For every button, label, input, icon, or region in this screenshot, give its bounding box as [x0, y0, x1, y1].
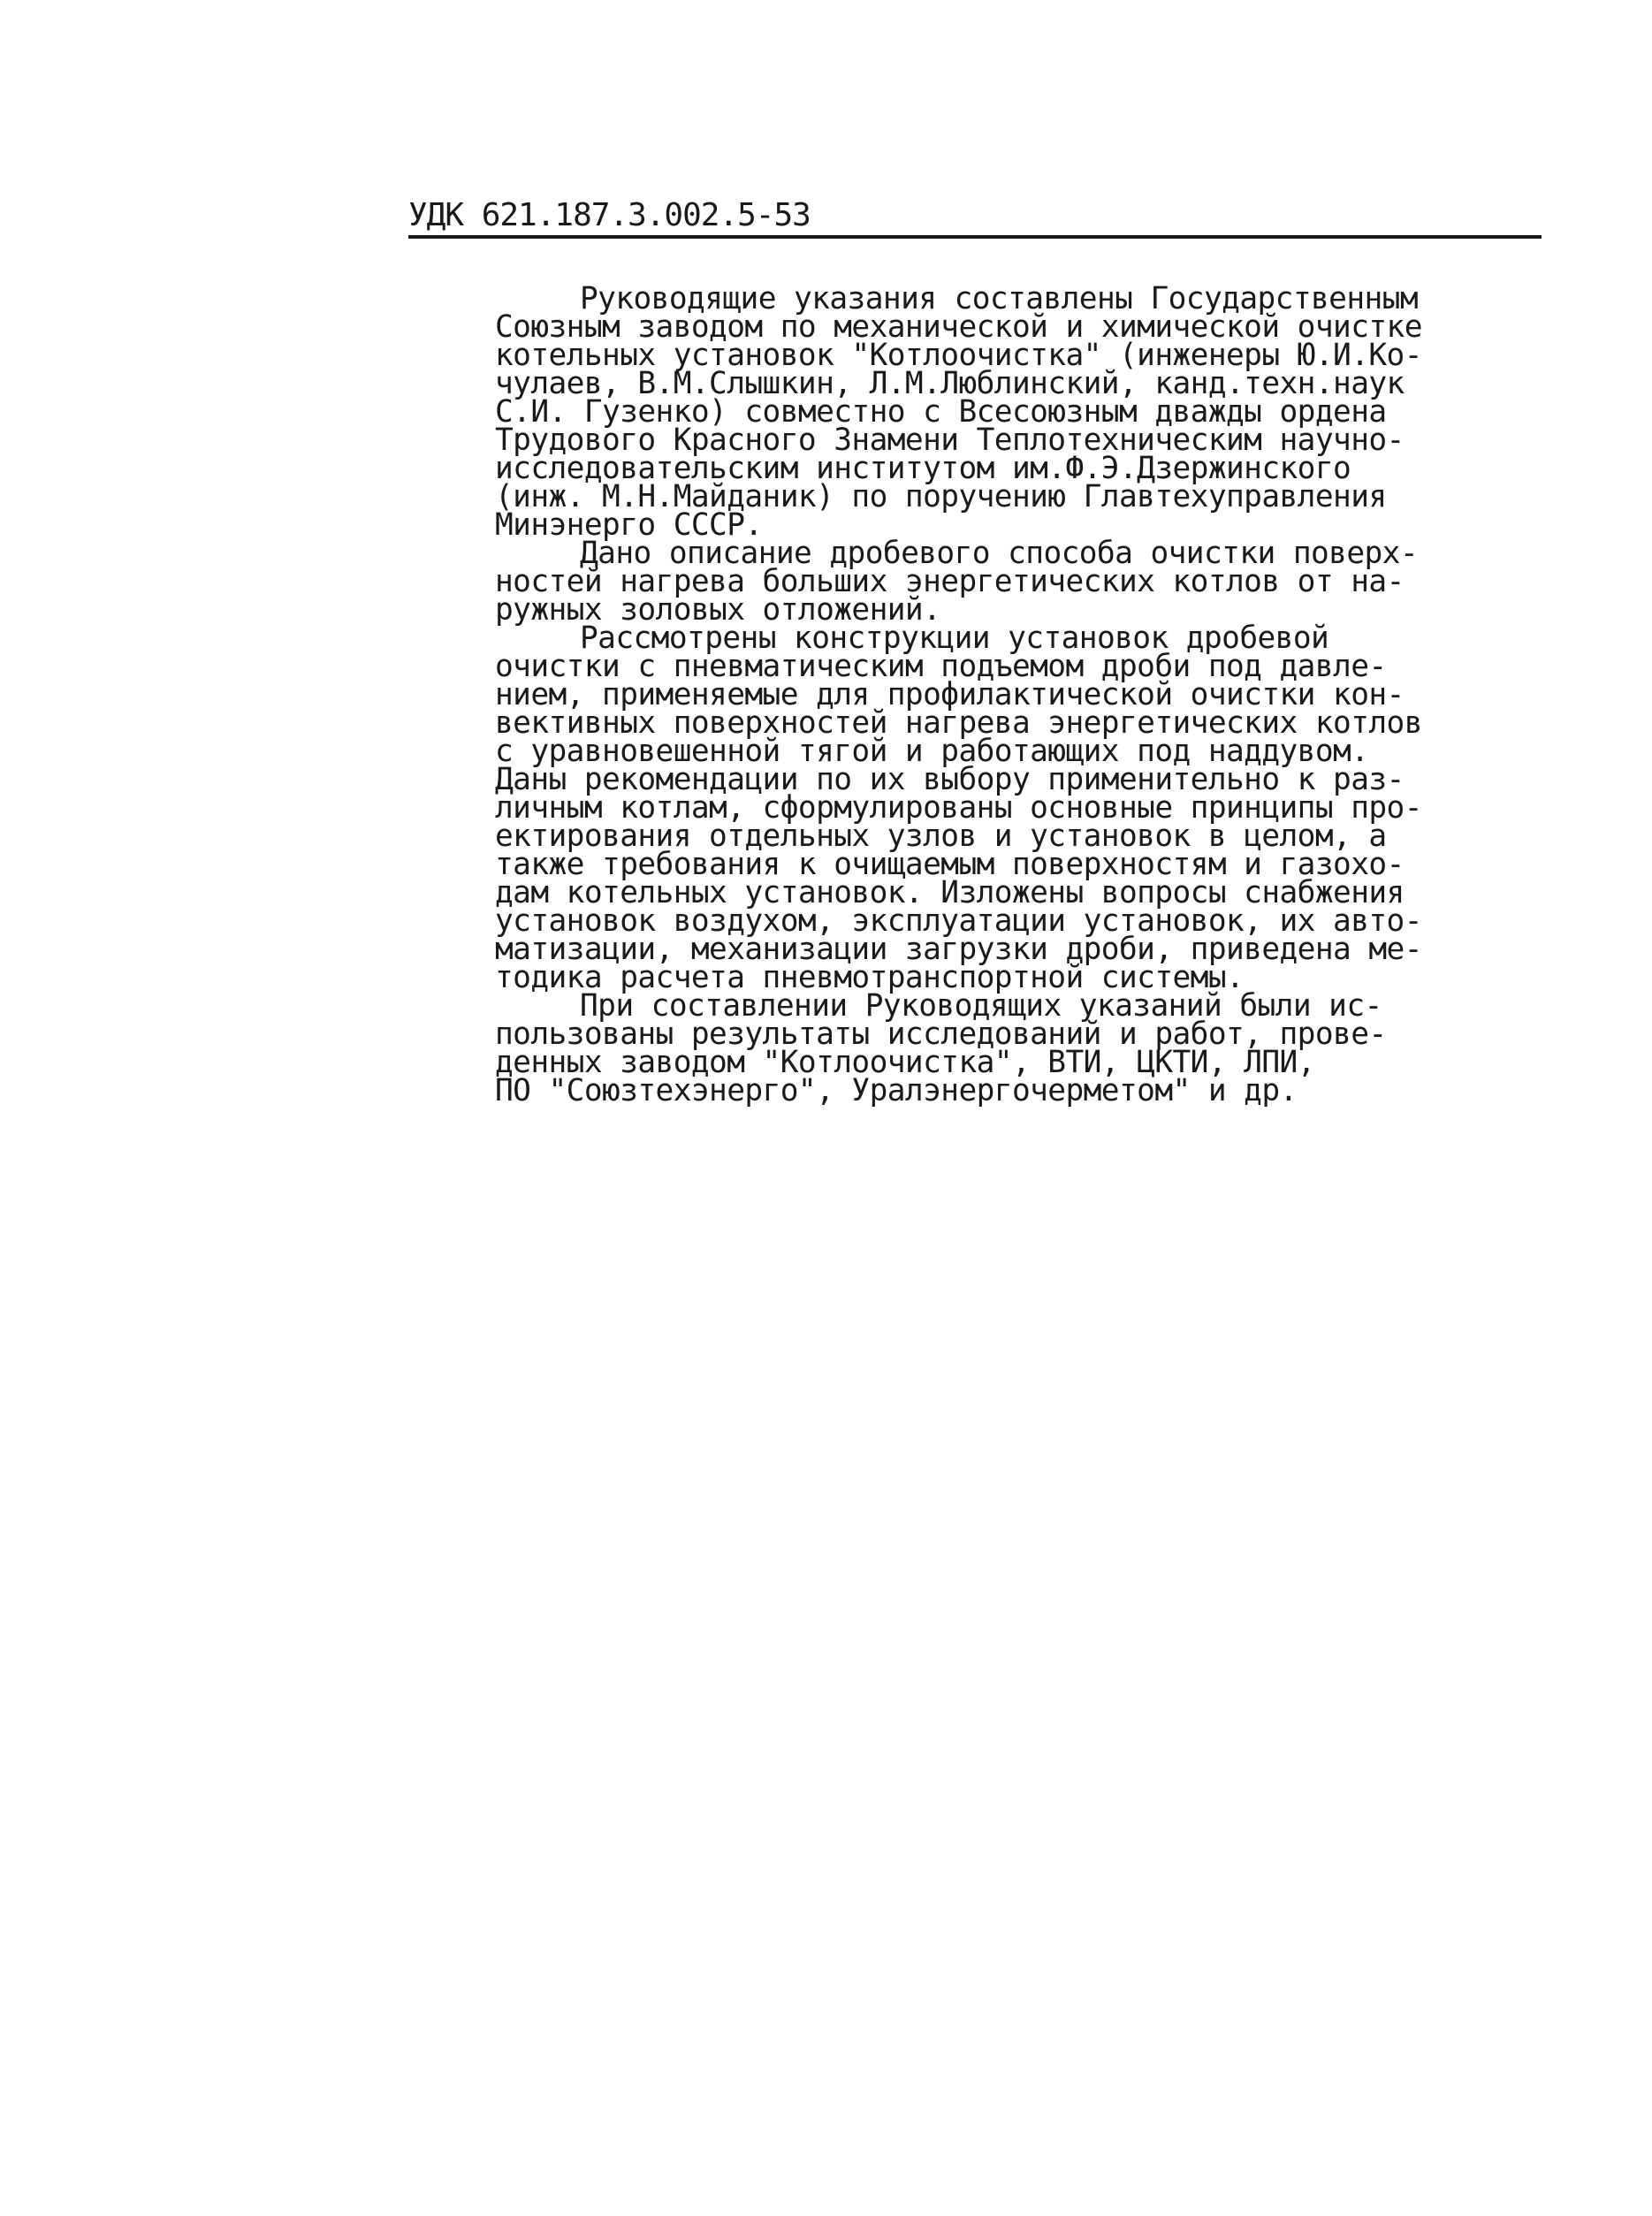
paragraph-3-line-13: тодика расчета пневмотранспортной системы.	[495, 960, 1245, 995]
paragraph-3-line-6: Даны рекомендации по их выбору применительно к раз-	[495, 762, 1405, 797]
paragraph-3-line-5: с уравновешенной тягой и работающих под наддувом.	[495, 734, 1369, 769]
paragraph-2-line-1: Дано описание дробевого способа очистки поверх-	[580, 536, 1419, 571]
paragraph-1-line-4: чулаев, В.М.Слышкин, Л.М.Люблинский, канд.техн.наук	[495, 366, 1405, 401]
paragraph-3-line-8: ектирования отдельных узлов и установок в целом, а	[495, 819, 1387, 854]
paragraph-4-line-3: денных заводом "Котлоочистка", ВТИ, ЦКТИ, ЛПИ,	[495, 1045, 1315, 1080]
paragraph-1-line-3: котельных установок "Котлоочистка" (инженеры Ю.И.Ко-	[495, 338, 1422, 373]
paragraph-1-line-6: Трудового Красного Знамени Теплотехническим научно-	[495, 423, 1405, 458]
paragraph-3-line-3: нием, применяемые для профилактической очистки кон-	[495, 677, 1405, 712]
paragraph-1-line-1: Руководящие указания составлены Государственным	[580, 281, 1419, 316]
udc-code: УДК 621.187.3.002.5-53	[408, 197, 811, 233]
paragraph-3-line-2: очистки с пневматическим подъемом дроби под давле-	[495, 649, 1387, 684]
paragraph-4-line-4: ПО "Союзтехэнерго", Уралэнергочерметом" и др.	[495, 1073, 1298, 1108]
paragraph-2-line-3: ружных золовых отложений.	[495, 592, 941, 628]
paragraph-1-line-5: С.И. Гузенко) совместно с Всесоюзным дважды ордена	[495, 394, 1387, 430]
paragraph-2-line-2: ностей нагрева больших энергетических котлов от на-	[495, 564, 1405, 599]
header-rule	[408, 235, 1542, 239]
body-text	[495, 281, 1423, 1108]
paragraph-3-line-7: личным котлам, сформулированы основные принципы про-	[495, 790, 1422, 826]
paragraph-4-line-1: При составлении Руководящих указаний были ис-	[580, 988, 1382, 1024]
paragraph-3-line-4: вективных поверхностей нагрева энергетических котлов	[495, 705, 1422, 741]
paragraph-3-line-11: установок воздухом, эксплуатации установок, их авто-	[495, 903, 1422, 939]
paragraph-3-line-12: матизации, механизации загрузки дроби, приведена ме-	[495, 932, 1422, 967]
paragraph-3-line-10: дам котельных установок. Изложены вопросы снабжения	[495, 875, 1405, 910]
paragraph-3-line-9: также требования к очищаемым поверхностям и газохо-	[495, 847, 1405, 882]
paragraph-4-line-2: пользованы результаты исследований и работ, прове-	[495, 1017, 1387, 1052]
paragraph-1-line-7: исследовательским институтом им.Ф.Э.Дзержинского	[495, 451, 1351, 486]
paragraph-1-line-2: Союзным заводом по механической и химической очистке	[495, 309, 1422, 345]
paragraph-1-line-9: Минэнерго СССР.	[495, 507, 763, 543]
paragraph-1-line-8: (инж. М.Н.Майданик) по поручению Главтехуправления	[495, 479, 1387, 514]
paragraph-3-line-1: Рассмотрены конструкции установок дробевой	[580, 621, 1329, 656]
